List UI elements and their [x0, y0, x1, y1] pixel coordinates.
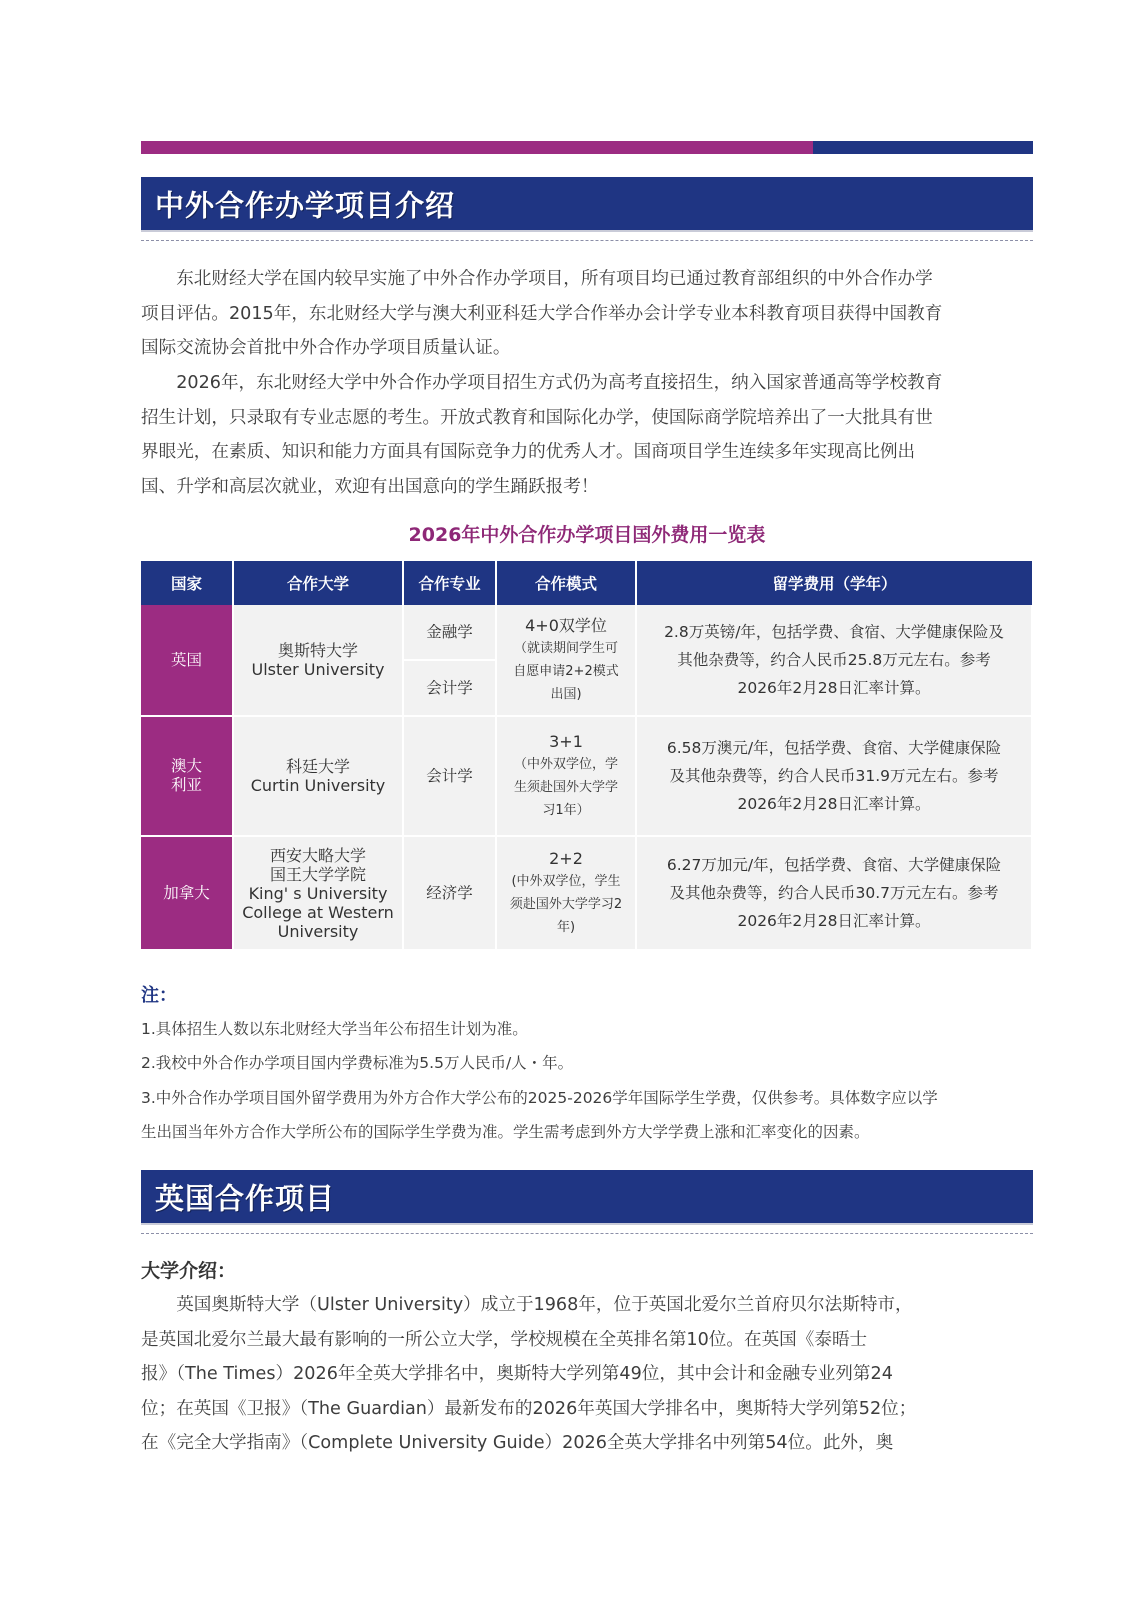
cell-university-au: [233, 716, 403, 836]
cell-fee-uk: [636, 605, 1032, 716]
notes-label: 注：: [141, 985, 177, 1006]
mode-note-line: (中外双学位，学生: [511, 874, 621, 889]
mode-note-line: 自愿申请2+2模式: [513, 664, 619, 679]
country-name-line: 澳大: [170, 757, 202, 775]
uk-para-line: 位；在英国《卫报》（The Guardian）最新发布的2026年英国大学排名中，奥斯特大学列第52位；: [141, 1398, 917, 1419]
cell-country-au: [141, 716, 233, 836]
mode-main: 3+1: [549, 732, 583, 751]
section-title-intro: 中外合作办学项目介绍: [155, 188, 456, 222]
fee-line: 2026年2月28日汇率计算。: [737, 912, 931, 930]
university-intro-label: 大学介绍：: [141, 1260, 237, 1282]
uk-para-line: 英国奥斯特大学（Ulster University）成立于1968年，位于英国北爱尔兰首府贝尔法斯特市，: [176, 1295, 913, 1315]
fee-table-header-row: [141, 561, 1032, 605]
mode-note-line: 出国): [550, 687, 582, 702]
cell-major-uk-finance: 金融学: [403, 605, 496, 660]
top-color-bar: [141, 141, 1033, 154]
header-university: 合作大学: [233, 561, 403, 605]
cell-mode-ca: [496, 836, 636, 950]
university-name-line: Ulster University: [251, 660, 385, 679]
note-2: [141, 1046, 1033, 1080]
university-name-line: 奥斯特大学: [277, 641, 358, 660]
uk-para-line: 是英国北爱尔兰最大最有影响的一所公立大学，学校规模在全英排名第10位。在英国《泰晤士: [141, 1329, 868, 1350]
fee-line: 2026年2月28日汇率计算。: [737, 679, 931, 697]
table-row-ca: [141, 836, 1032, 950]
top-bar-purple-segment: [141, 141, 813, 154]
uk-para-line: 在《完全大学指南》（Complete University Guide）2026全英大学排名中列第54位。此外，奥: [141, 1433, 894, 1453]
note-line: 生出国当年外方合作大学所公布的国际学生学费为准。学生需考虑到外方大学学费上涨和汇率变化的因素。: [141, 1123, 870, 1141]
fee-line: 及其他杂费等，约合人民币31.9万元左右。参考: [669, 767, 999, 785]
fee-line: 及其他杂费等，约合人民币30.7万元左右。参考: [669, 884, 999, 902]
section-header-uk: [141, 1170, 1033, 1225]
cell-university-ca: [233, 836, 403, 950]
section-divider-intro: [141, 240, 1033, 241]
cell-country-ca: 加拿大: [141, 836, 233, 950]
cell-country-uk: 英国: [141, 605, 233, 716]
section-title-uk: 英国合作项目: [155, 1181, 336, 1215]
university-name-line: 西安大略大学: [269, 845, 366, 865]
mode-note-line: 年): [556, 920, 576, 935]
note-line: 3.中外合作办学项目国外留学费用为外方合作大学公布的2025-2026学年国际学生学费，仅供参考。具体数字应以学: [141, 1089, 938, 1107]
cell-university-uk: [233, 605, 403, 716]
fee-table-title: 2026年中外合作办学项目国外费用一览表: [408, 524, 766, 546]
fee-line: 6.27万加元/年，包括学费、食宿、大学健康保险: [666, 856, 1002, 874]
header-mode: 合作模式: [496, 561, 636, 605]
intro-p1-line: 项目评估。2015年，东北财经大学与澳大利亚科廷大学合作举办会计学专业本科教育项目获得中国教育: [141, 303, 943, 324]
cell-mode-uk: [496, 605, 636, 716]
intro-p2-line: 界眼光，在素质、知识和能力方面具有国际竞争力的优秀人才。国商项目学生连续多年实现高比例出: [141, 442, 916, 462]
header-major: 合作专业: [403, 561, 496, 605]
uk-para-line: 报》（The Times）2026年全英大学排名中，奥斯特大学列第49位，其中会计和金融专业列第24: [141, 1364, 893, 1384]
uk-university-paragraph: [141, 1288, 1033, 1461]
fee-table: [141, 561, 1033, 951]
intro-p2-line: 国、升学和高层次就业，欢迎有出国意向的学生踊跃报考！: [141, 476, 599, 497]
intro-p2-line: 招生计划，只录取有专业志愿的考生。开放式教育和国际化办学，使国际商学院培养出了一大批具有世: [141, 407, 933, 428]
fee-line: 6.58万澳元/年，包括学费、食宿、大学健康保险: [666, 739, 1002, 757]
intro-p1-line: 东北财经大学在国内较早实施了中外合作办学项目，所有项目均已通过教育部组织的中外合作办学: [176, 269, 933, 289]
cell-major-ca: 经济学: [403, 836, 496, 950]
mode-main: 4+0双学位: [525, 616, 607, 635]
country-name-line: 利亚: [170, 776, 202, 794]
mode-note-line: 生须赴国外大学学: [513, 780, 618, 795]
cell-fee-ca: [636, 836, 1032, 950]
fee-line: 2.8万英镑/年，包括学费、食宿、大学健康保险及: [664, 623, 1004, 641]
section-divider-uk: [141, 1233, 1033, 1234]
cell-major-uk-accounting: 会计学: [403, 660, 496, 716]
note-1: [141, 1012, 1033, 1046]
mode-note-line: （中外双学位，学: [513, 757, 618, 772]
section-header-intro: [141, 177, 1033, 232]
cell-major-au: 会计学: [403, 716, 496, 836]
top-bar-blue-segment: [813, 141, 1033, 154]
mode-note-line: （就读期间学生可: [513, 641, 618, 656]
mode-main: 2+2: [549, 849, 583, 868]
fee-line: 其他杂费等，约合人民币25.8万元左右。参考: [677, 651, 991, 669]
note-line: 1.具体招生人数以东北财经大学当年公布招生计划为准。: [141, 1020, 528, 1038]
table-row-uk: [141, 605, 1032, 660]
fee-line: 2026年2月28日汇率计算。: [737, 795, 931, 813]
intro-p1-line: 国际交流协会首批中外合作办学项目质量认证。: [141, 338, 511, 358]
mode-note-line: 习1年）: [542, 803, 590, 818]
cell-fee-au: [636, 716, 1032, 836]
university-name-line: College at Western: [242, 902, 394, 922]
note-line: 2.我校中外合作办学项目国内学费标准为5.5万人民币/人・年。: [141, 1054, 574, 1072]
intro-paragraph-1: [141, 262, 1033, 366]
header-country: 国家: [141, 561, 233, 605]
mode-note-line: 须赴国外大学学习2: [509, 897, 623, 912]
table-row-au: [141, 716, 1032, 836]
note-3: [141, 1081, 1033, 1149]
university-name-line: University: [277, 921, 359, 941]
university-name-line: Curtin University: [250, 776, 386, 795]
university-name-line: King' s University: [248, 883, 388, 903]
cell-mode-au: [496, 716, 636, 836]
intro-paragraph-2: [141, 366, 1033, 504]
university-name-line: 国王大学学院: [269, 864, 366, 884]
university-name-line: 科廷大学: [285, 757, 350, 776]
intro-p2-line: 2026年，东北财经大学中外合作办学项目招生方式仍为高考直接招生，纳入国家普通高等学校教育: [176, 373, 943, 393]
header-fee: 留学费用（学年）: [636, 561, 1032, 605]
